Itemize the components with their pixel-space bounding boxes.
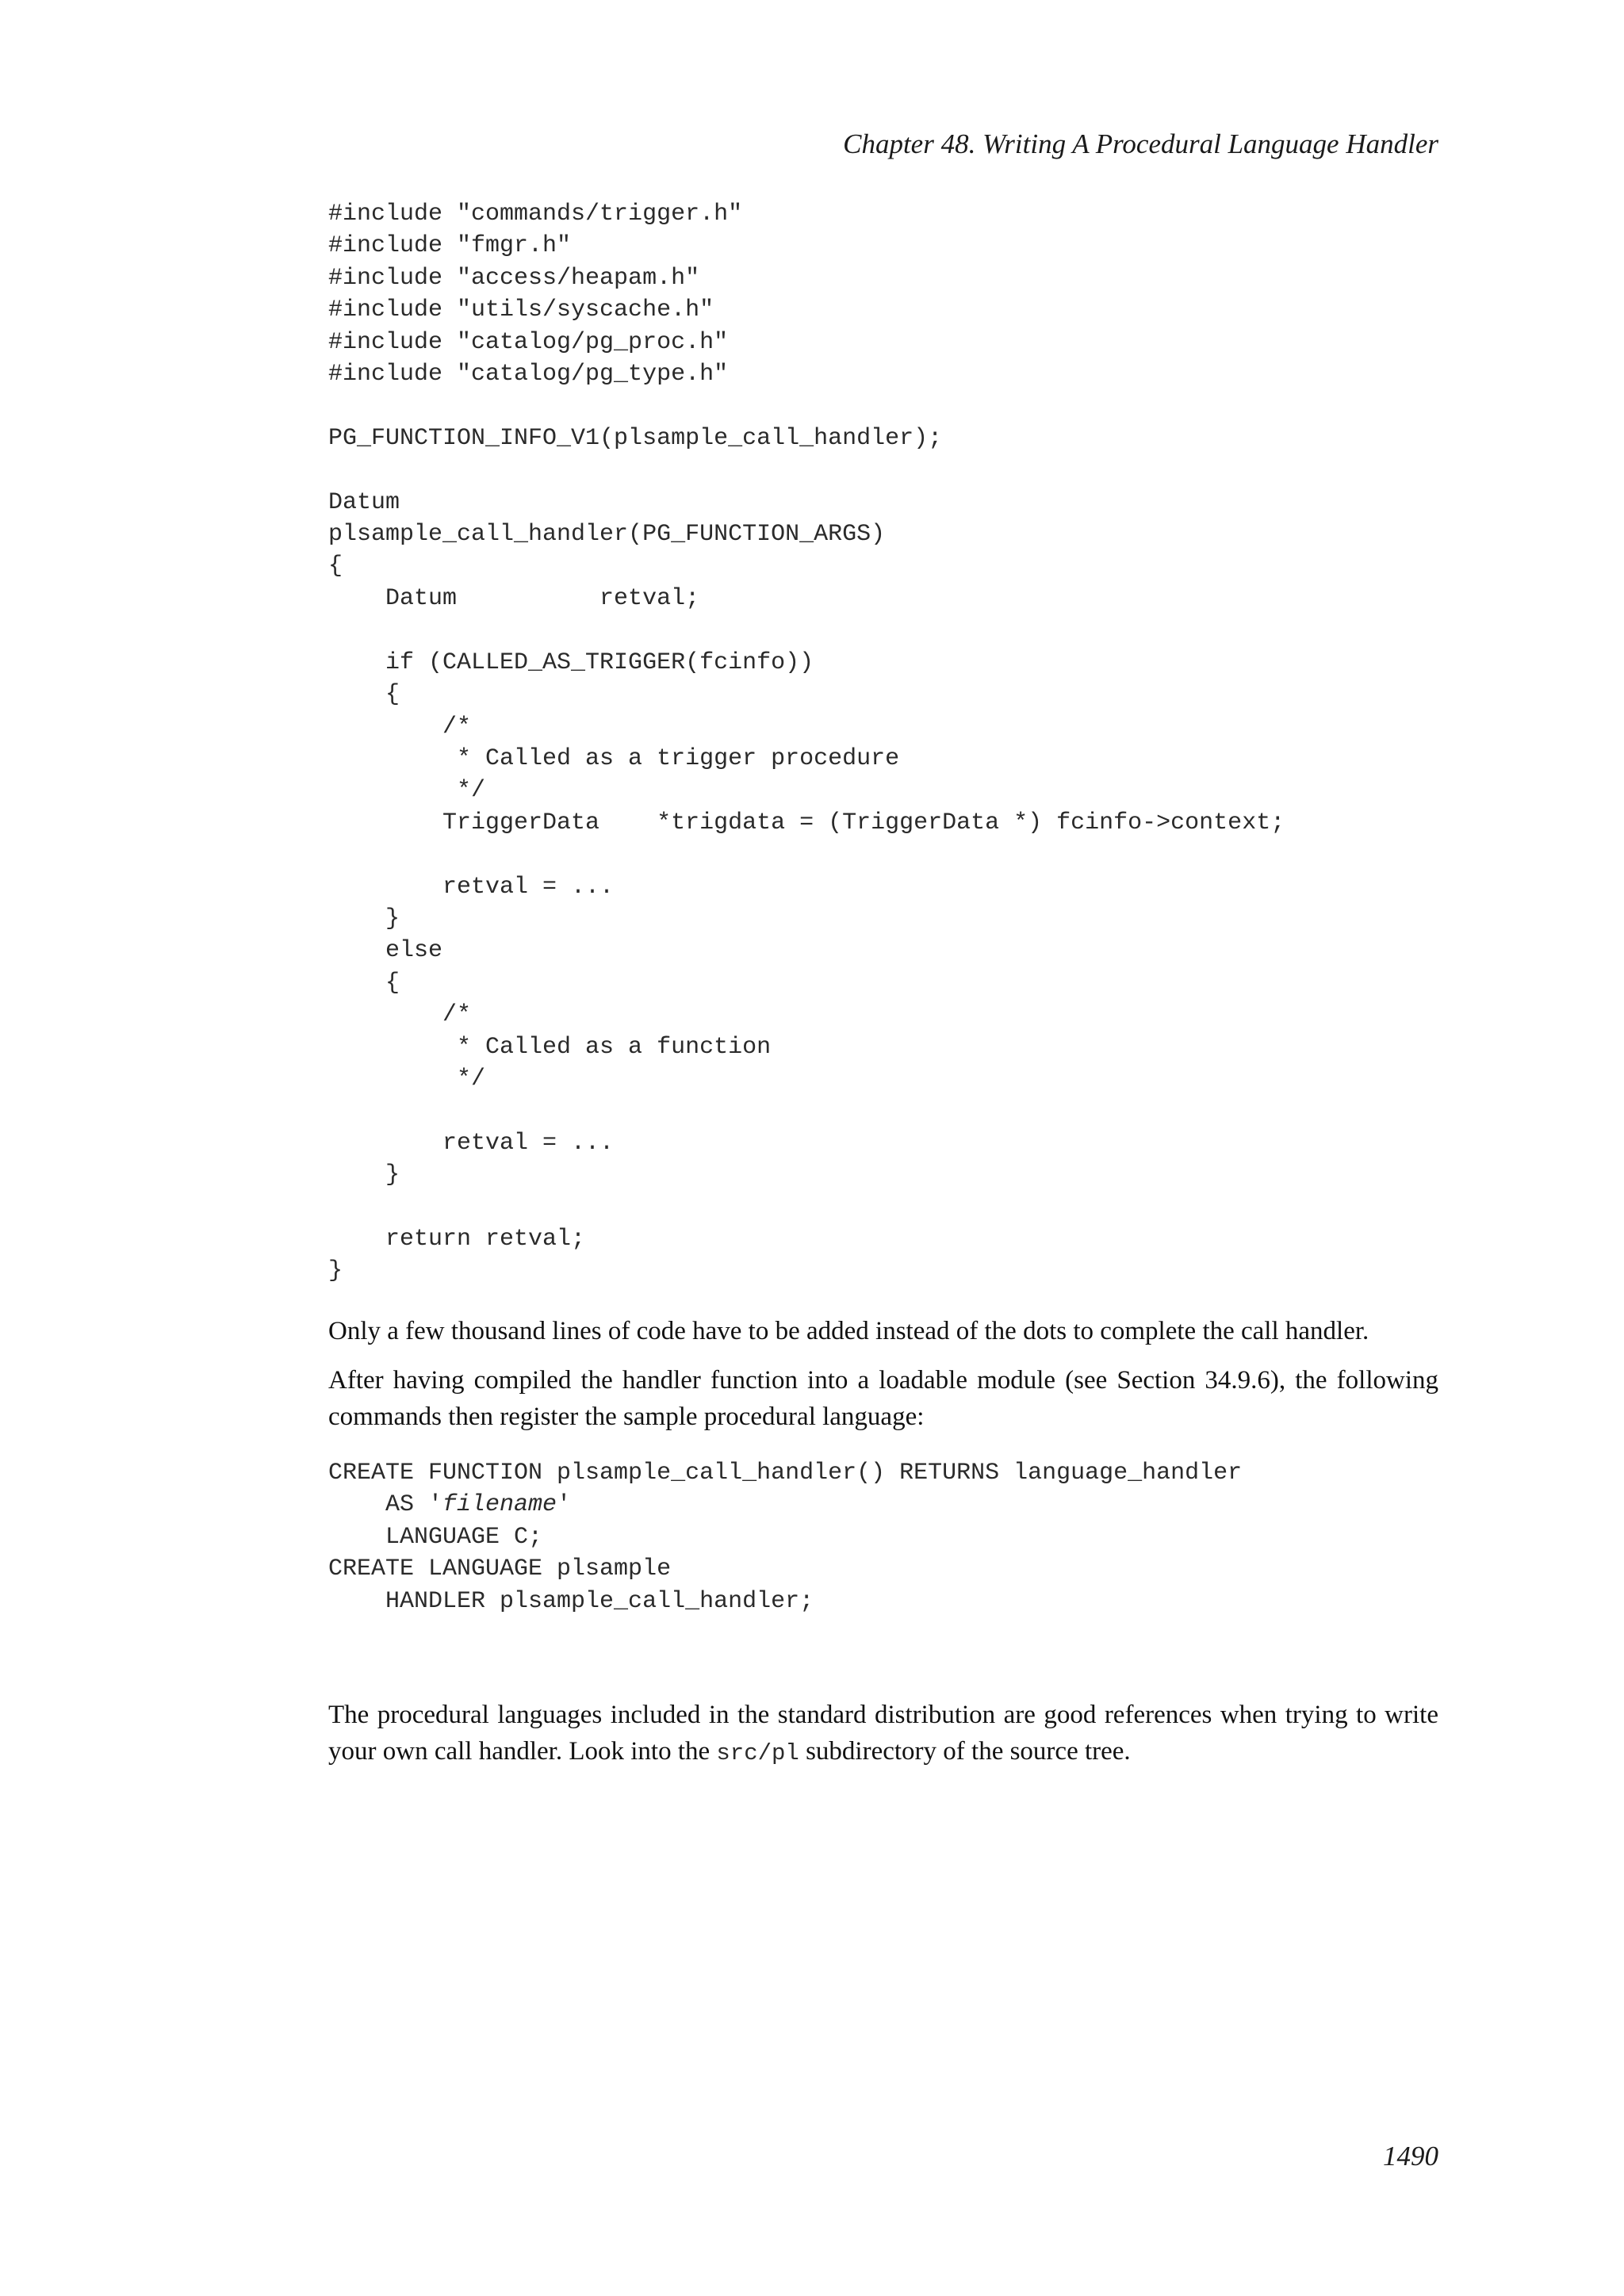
paragraph-references-text-start: The procedural languages included in the standard distribution are good references when trying to write your own call handler. Look into the <box>328 1701 1438 1766</box>
paragraph-references <box>328 1697 1438 1772</box>
paragraph-dots-note: Only a few thousand lines of code have to be added instead of the dots to complete the call handler. <box>328 1317 1369 1345</box>
code-line-as-prefix: AS ' <box>328 1491 443 1519</box>
code-line-language-c: LANGUAGE C; <box>328 1523 543 1551</box>
code-line-create-language: CREATE LANGUAGE plsample <box>328 1556 672 1583</box>
paragraph-references-text-end: subdirectory of the source tree. <box>799 1737 1131 1766</box>
code-line-as-suffix: ' <box>557 1491 572 1519</box>
paragraph-register-language: After having compiled the handler function into a loadable module (see Section 34.9.6), the following commands then register the sample procedural language: <box>328 1366 1438 1431</box>
code-line-filename-arg: filename <box>442 1491 557 1519</box>
inline-code-src-pl: src/pl <box>716 1740 799 1766</box>
code-line-create-function: CREATE FUNCTION plsample_call_handler() RETURNS language_handler <box>328 1460 1243 1487</box>
code-block-create-language <box>328 1457 1242 1617</box>
code-line-handler: HANDLER plsample_call_handler; <box>328 1587 814 1615</box>
page-number: 1490 <box>1383 2141 1438 2172</box>
running-header: Chapter 48. Writing A Procedural Language Handler <box>843 128 1438 159</box>
code-block-call-handler: #include "commands/trigger.h" #include "fmgr.h" #include "access/heapam.h" #include "utils/syscache.h" #include "catalog/pg_proc.h" #include "catalog/pg_type.h" PG_FUNCTION_INFO_V1(plsample_call_handler); Datum plsample_call_handler(PG_FUNCTION_ARGS) { Datum retval; if (CALLED_AS_TRIGGER(fcinfo)) { /* * Called as a trigger procedure */ TriggerData *trigdata = (TriggerData *) fcinfo->context; retval = ... } else { /* * Called as a function */ retval = ... } return retval; } <box>328 201 1285 1285</box>
